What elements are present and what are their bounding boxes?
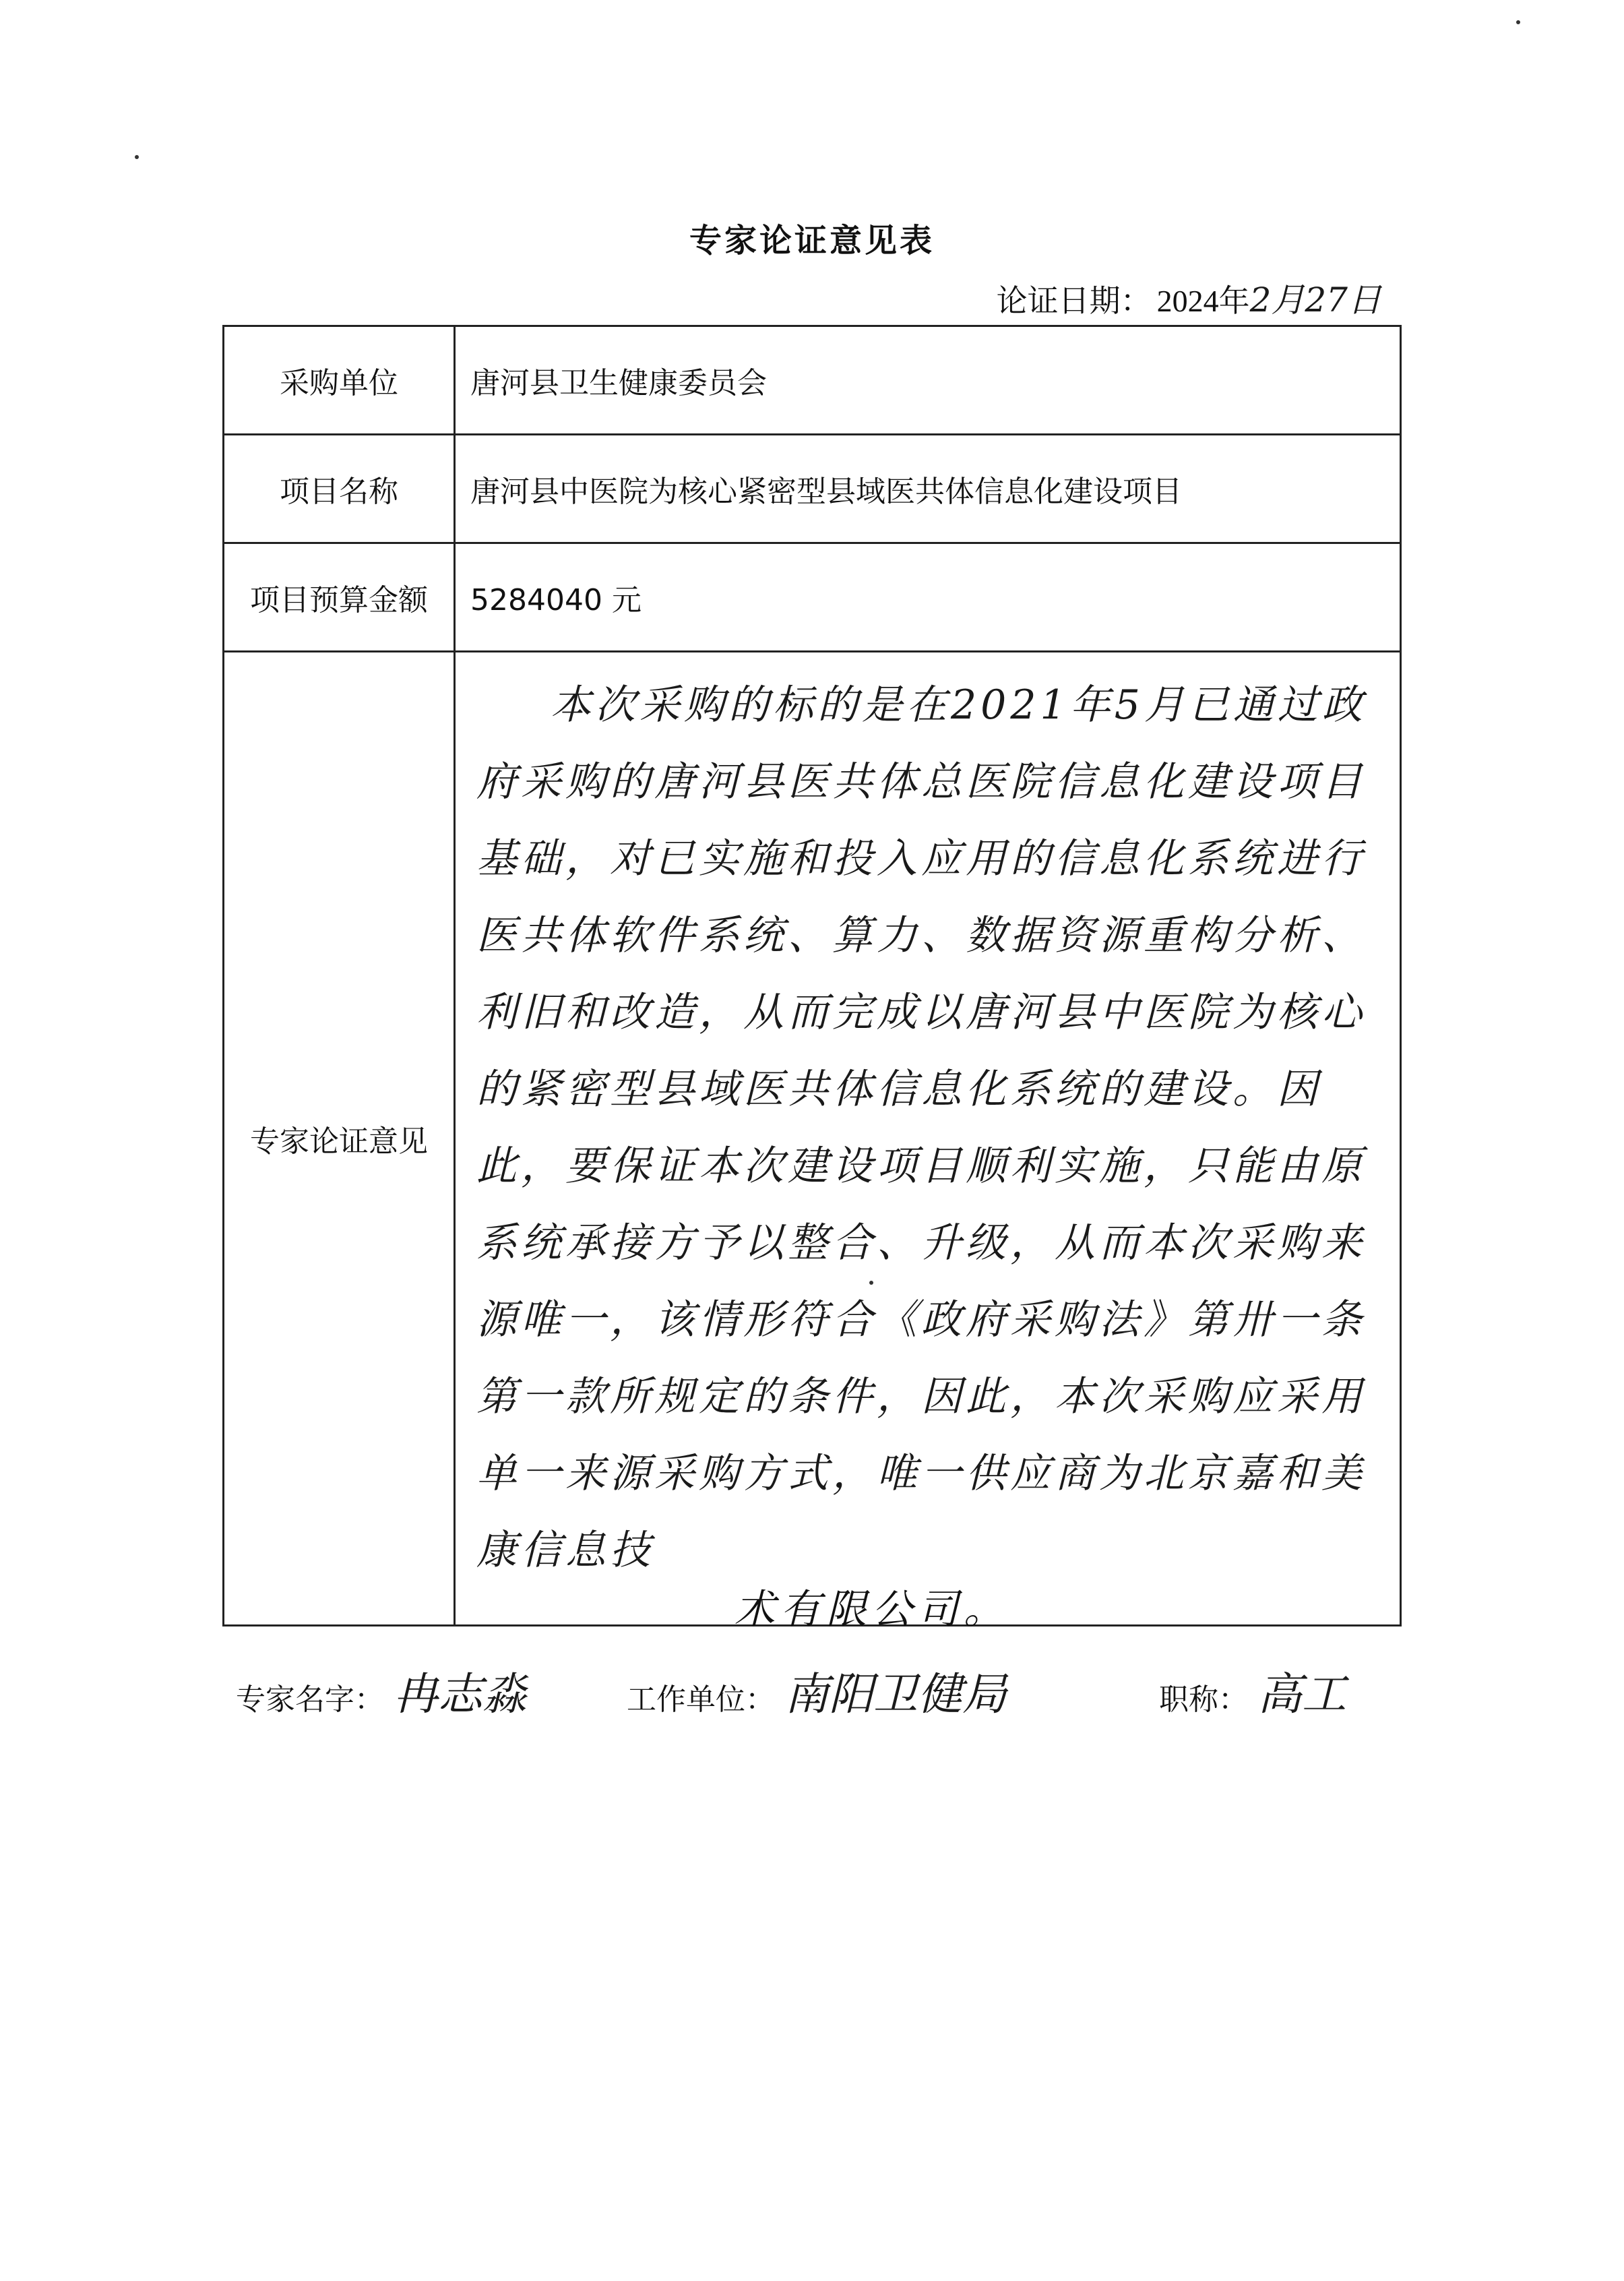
scan-speck <box>1516 20 1520 24</box>
opinion-tail-text: 术有限公司。 <box>735 1586 1009 1633</box>
work-unit-label: 工作单位： <box>627 1682 775 1717</box>
expert-opinion-text: 本次采购的标的是在2021年5月已通过政府采购的唐河县医共体总医院信息化建设项目基础，对已实施和投入应用的信息化系统进行医共体软件系统、算力、数据资源重构分析、利旧和改造，从而完成以唐河县中医院为核心的紧密型县域医共体信息化系统的建设。因此，要保证本次建设项目顺利实施，只能由原系统承接方予以整合、升级，从而本次采购来源唯一，该情形符合《政府采购法》第卅一条第一款所规定的条件，因此，本次采购应采用单一来源采购方式，唯一供应商为北京嘉和美康信息技 <box>476 681 1367 1574</box>
title-handwritten: 高工 <box>1257 1668 1346 1720</box>
date-year-unit: 年 <box>1218 282 1250 319</box>
row-label: 专家论证意见 <box>224 652 455 1626</box>
row-label: 项目名称 <box>224 435 455 543</box>
date-label: 论证日期： <box>996 282 1152 319</box>
purchasing-unit-value: 唐河县卫生健康委员会 <box>455 326 1401 435</box>
work-unit-field <box>627 1658 1007 1722</box>
table-row <box>224 543 1401 652</box>
signature-row <box>236 1658 1449 1739</box>
scan-speck <box>135 155 139 159</box>
opinion-form-table <box>222 325 1402 1626</box>
table-row <box>224 435 1401 543</box>
table-row <box>224 326 1401 435</box>
page-title: 专家论证意见表 <box>689 222 935 260</box>
title-label: 职称： <box>1159 1682 1248 1717</box>
row-label: 采购单位 <box>224 326 455 435</box>
work-unit-handwritten: 南阳卫健局 <box>784 1668 1007 1720</box>
date-handwritten: 2月27日 <box>1249 280 1381 320</box>
table-row <box>224 652 1401 1626</box>
budget-value: 5284040 元 <box>455 543 1401 652</box>
opinion-cell <box>455 652 1401 1626</box>
date-line <box>997 273 1381 322</box>
expert-name-signature: 冉志淼 <box>394 1668 527 1720</box>
title-field <box>1159 1658 1346 1722</box>
expert-name-label: 专家名字： <box>236 1682 384 1717</box>
expert-name-field <box>236 1658 527 1722</box>
date-year: 2024 <box>1156 284 1219 318</box>
project-name-value: 唐河县中医院为核心紧密型县域医共体信息化建设项目 <box>455 435 1401 543</box>
row-label: 项目预算金额 <box>224 543 455 652</box>
